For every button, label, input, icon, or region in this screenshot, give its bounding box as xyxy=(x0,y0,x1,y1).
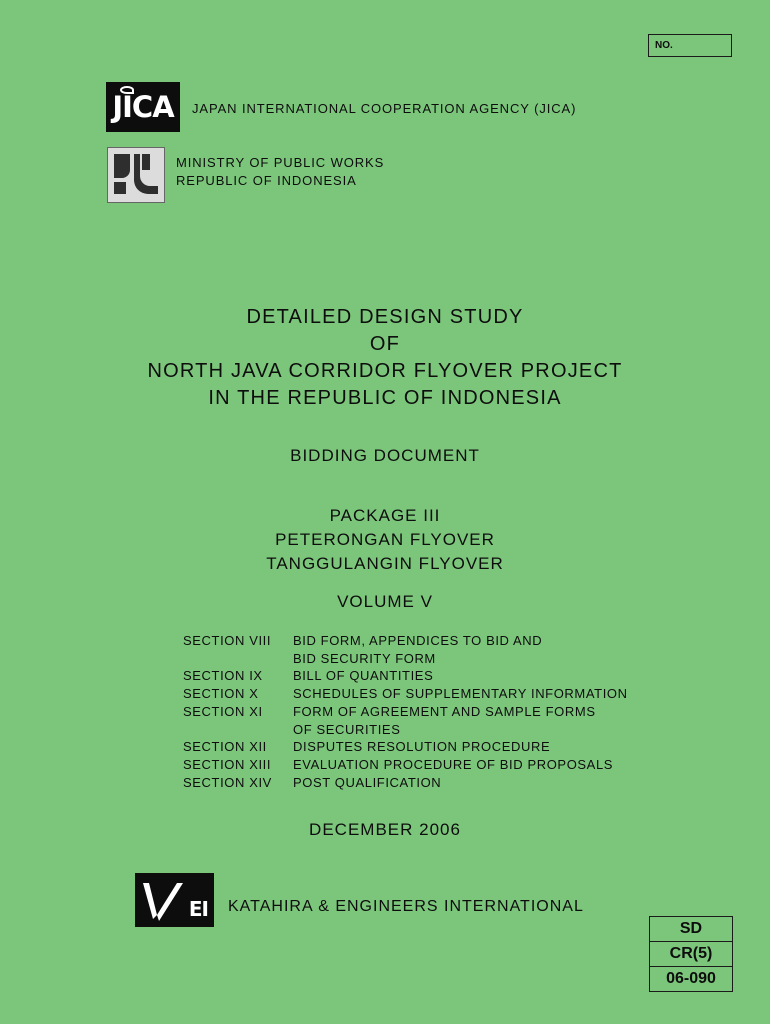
ministry-line-1: MINISTRY OF PUBLIC WORKS xyxy=(176,155,385,170)
document-date: DECEMBER 2006 xyxy=(309,820,461,839)
section-number: SECTION XI xyxy=(183,703,263,719)
section-description: SCHEDULES OF SUPPLEMENTARY INFORMATION xyxy=(293,686,628,702)
package-name: PACKAGE III xyxy=(329,506,441,525)
section-description: DISPUTES RESOLUTION PROCEDURE xyxy=(293,739,551,755)
section-row xyxy=(183,632,653,650)
jica-logo xyxy=(106,82,180,132)
sections-list xyxy=(183,632,653,791)
section-number xyxy=(183,650,293,668)
section-number: SECTION VIII xyxy=(183,633,272,648)
section-number: SECTION XIII xyxy=(183,756,272,772)
section-row xyxy=(183,721,653,739)
document-title xyxy=(0,304,770,412)
section-description: OF SECURITIES xyxy=(293,721,401,737)
document-number-box xyxy=(648,34,732,57)
section-description: BID FORM, APPENDICES TO BID AND xyxy=(293,633,543,648)
title-line-4: IN THE REPUBLIC OF INDONESIA xyxy=(208,387,562,409)
title-line-1: DETAILED DESIGN STUDY xyxy=(246,306,524,328)
kei-mark-icon xyxy=(141,879,185,923)
section-row xyxy=(183,774,653,792)
section-description: FORM OF AGREEMENT AND SAMPLE FORMS xyxy=(293,703,596,719)
section-number xyxy=(183,721,293,739)
package-info xyxy=(0,504,770,576)
document-number-label: NO. xyxy=(655,40,673,51)
section-description: BILL OF QUANTITIES xyxy=(293,668,434,684)
ministry-line-2: REPUBLIC OF INDONESIA xyxy=(176,173,357,188)
jica-logo-text: JICA xyxy=(112,90,174,124)
pu-emblem-icon xyxy=(108,148,164,202)
section-number: SECTION X xyxy=(183,686,259,702)
section-row xyxy=(183,703,653,721)
kei-logo xyxy=(135,873,214,927)
section-description: POST QUALIFICATION xyxy=(293,774,442,790)
flyover-2: TANGGULANGIN FLYOVER xyxy=(266,554,504,573)
code-cell: SD xyxy=(650,917,732,942)
section-row xyxy=(183,650,653,668)
section-number: SECTION XIV xyxy=(183,774,272,790)
jica-agency-name: JAPAN INTERNATIONAL COOPERATION AGENCY (JICA) xyxy=(192,101,577,116)
section-description: EVALUATION PROCEDURE OF BID PROPOSALS xyxy=(293,756,614,772)
ministry-name xyxy=(176,154,384,190)
code-cell: CR(5) xyxy=(650,942,732,967)
volume-label: VOLUME V xyxy=(337,592,433,611)
section-number: SECTION IX xyxy=(183,668,263,684)
document-code-box xyxy=(649,916,733,992)
section-row xyxy=(183,667,653,685)
section-row xyxy=(183,685,653,703)
flyover-1: PETERONGAN FLYOVER xyxy=(275,530,495,549)
ministry-public-works-logo xyxy=(107,147,165,203)
section-row xyxy=(183,756,653,774)
jica-leaf-icon xyxy=(120,86,134,94)
consultant-name: KATAHIRA & ENGINEERS INTERNATIONAL xyxy=(228,898,584,915)
title-line-3: NORTH JAVA CORRIDOR FLYOVER PROJECT xyxy=(147,360,623,382)
code-cell: 06-090 xyxy=(666,970,716,987)
section-number: SECTION XII xyxy=(183,739,267,755)
title-line-2: OF xyxy=(369,333,401,355)
kei-logo-text: EI xyxy=(188,897,208,921)
section-description: BID SECURITY FORM xyxy=(293,650,436,666)
document-type: BIDDING DOCUMENT xyxy=(290,446,480,465)
section-row xyxy=(183,738,653,756)
